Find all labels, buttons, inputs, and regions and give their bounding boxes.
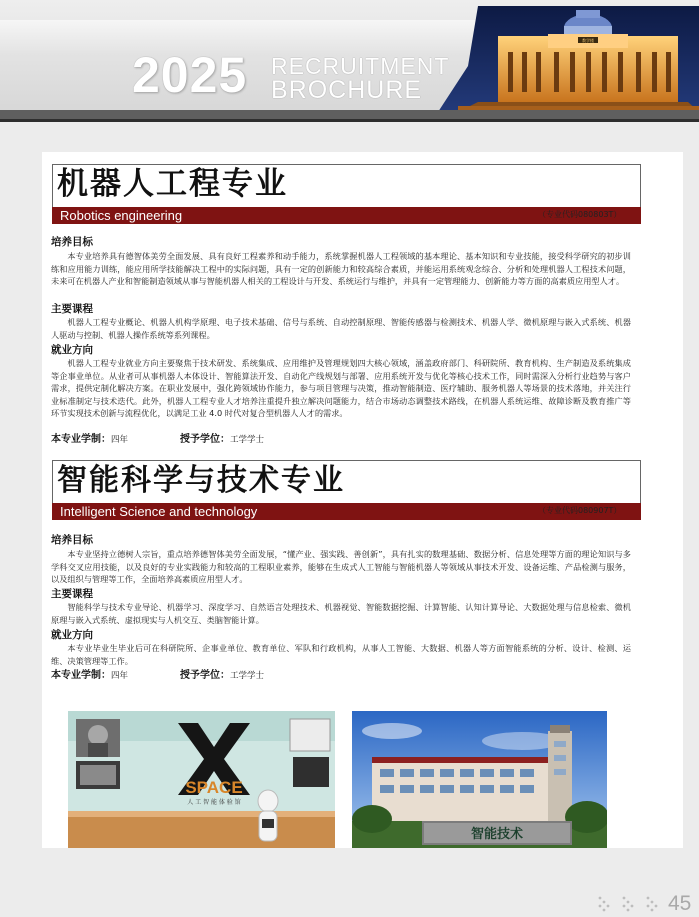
career-text: 机器人工程专业就业方向主要聚焦于技术研发、系统集成、应用维护及管理规划四大核心领域，涵盖政府部门、科研院所、教育机构、生产制造及系统集成等企事业单位。从业者可从事机器人本体设计、智能算法开发、自动化产线规划与部署、应用系统开发与优化等核心技术工作，同时需深入分析行业趋势与客户需求，提供定制化解决方案。在职业发展中，强化跨领域协作能力，参与项目管理与决策，推动智能制造、医疗辅助、服务机器人等场景的技术落地，并关注行业标准制定与技术迭代。此外，机器人工程专业人才培养注重提升独立解决问题能力，结合市场动态调整技术路线，在机器人系统运维、故障诊断及教育推广等环节实现技术创新与流程优化，以满足工业 4.0 时代对复合型机器人人才的需求。 bbox=[51, 358, 631, 419]
decorative-dots-icon bbox=[597, 894, 663, 914]
goal-text: 本专业坚持立德树人宗旨，重点培养德智体美劳全面发展，“懂产业、强实践、善创新”，具有扎实的数理基础、数据分析、信息处理等方面的理论知识与多学科交叉应用技能，以及良好的专业实践能力和较高的工程职业素养，能够在生成式人工智能与智能机器人等领域从事技术开发、设备运维、产品检测与服务，以及组织与管理等工作，全面培养高素质应用型人才。 bbox=[51, 549, 631, 585]
goal-heading: 培养目标 bbox=[51, 534, 93, 546]
degree-value: 工学学士 bbox=[230, 671, 265, 681]
section-title-robotics: 机器人工程专业 bbox=[57, 166, 288, 202]
courses-text: 机器人工程专业概论、机器人机构学原理、电子技术基础、信号与系统、自动控制原理、智能传感器与检测技术、机器人学、微机原理与嵌入式系统、机器人驱动与控制、机器人操作系统等系列课程。 bbox=[51, 317, 631, 340]
building-sign: 教学楼 bbox=[582, 38, 594, 43]
duration-info bbox=[51, 669, 128, 683]
courses-heading: 主要课程 bbox=[51, 303, 93, 315]
degree-value: 工学学士 bbox=[230, 435, 265, 445]
major-code: （专业代码080907T） bbox=[538, 506, 622, 515]
career-heading: 就业方向 bbox=[51, 344, 93, 356]
degree-info bbox=[180, 433, 264, 447]
degree-label: 授予学位： bbox=[180, 434, 230, 445]
duration-info bbox=[51, 433, 128, 447]
content-panel bbox=[42, 152, 683, 848]
campus-building-illustration bbox=[438, 6, 699, 112]
header-year: 2025 bbox=[132, 47, 248, 103]
courses-heading: 主要课程 bbox=[51, 588, 93, 600]
header-stripe-dark bbox=[0, 119, 699, 122]
courses-text: 智能科学与技术专业导论、机器学习、深度学习、自然语言处理技术、机器视觉、智能数据挖掘、计算智能、认知计算导论、大数据处理与信息检索、微机原理与嵌入式系统、虚拟现实与人机交互、类脑智能计算。 bbox=[51, 602, 631, 625]
space-caption: 人 工 智 能 体 验 馆 bbox=[187, 799, 241, 806]
header-stripe bbox=[0, 110, 699, 119]
degree-label: 授予学位： bbox=[180, 670, 230, 681]
campus-building-photo bbox=[352, 711, 607, 848]
duration-label: 本专业学制： bbox=[51, 670, 111, 681]
space-logo-text: SPACE bbox=[185, 778, 243, 797]
section-title-intelligent-science: 智能科学与技术专业 bbox=[57, 463, 345, 498]
page-number: 45 bbox=[668, 892, 692, 915]
duration-label: 本专业学制： bbox=[51, 434, 111, 445]
career-heading: 就业方向 bbox=[51, 629, 93, 641]
campus-sign-text: 智能技术 bbox=[470, 827, 524, 842]
section-title-en: Intelligent Science and technology bbox=[60, 504, 258, 519]
section-title-en: Robotics engineering bbox=[60, 208, 183, 223]
header-title-line2: BROCHURE bbox=[271, 76, 423, 104]
duration-value: 四年 bbox=[111, 671, 129, 681]
header-title-line1: RECRUITMENT bbox=[271, 53, 450, 79]
major-code: （专业代码080803T） bbox=[538, 210, 622, 219]
brochure-header bbox=[0, 0, 699, 112]
career-text: 本专业毕业生毕业后可在科研院所、企事业单位、教育单位、军队和行政机构，从事人工智能、大数据、机器人等方面智能系统的分析、设计、检测、运维、决策管理等工作。 bbox=[51, 643, 631, 666]
duration-value: 四年 bbox=[111, 435, 129, 445]
ai-experience-hall-photo bbox=[68, 711, 335, 848]
goal-text: 本专业培养具有德智体美劳全面发展、具有良好工程素养和动手能力，系统掌握机器人工程领域的基本理论、基本知识和专业技能，接受科学研究的初步训练和应用能力训练，能应用所学技能解决工程中的实际问题，具有一定的创新能力和较高综合素质，并能运用系统观念综合、分析和处理机器人工程技术问题，未来可在机器人产业和智能制造领域从事与智能机器人相关的工程设计与开发、系统运行与维护，并具有一定管理能力、创新能力等方面的高素质应用型人才。 bbox=[51, 251, 631, 287]
goal-heading: 培养目标 bbox=[51, 236, 93, 248]
degree-info bbox=[180, 669, 264, 683]
